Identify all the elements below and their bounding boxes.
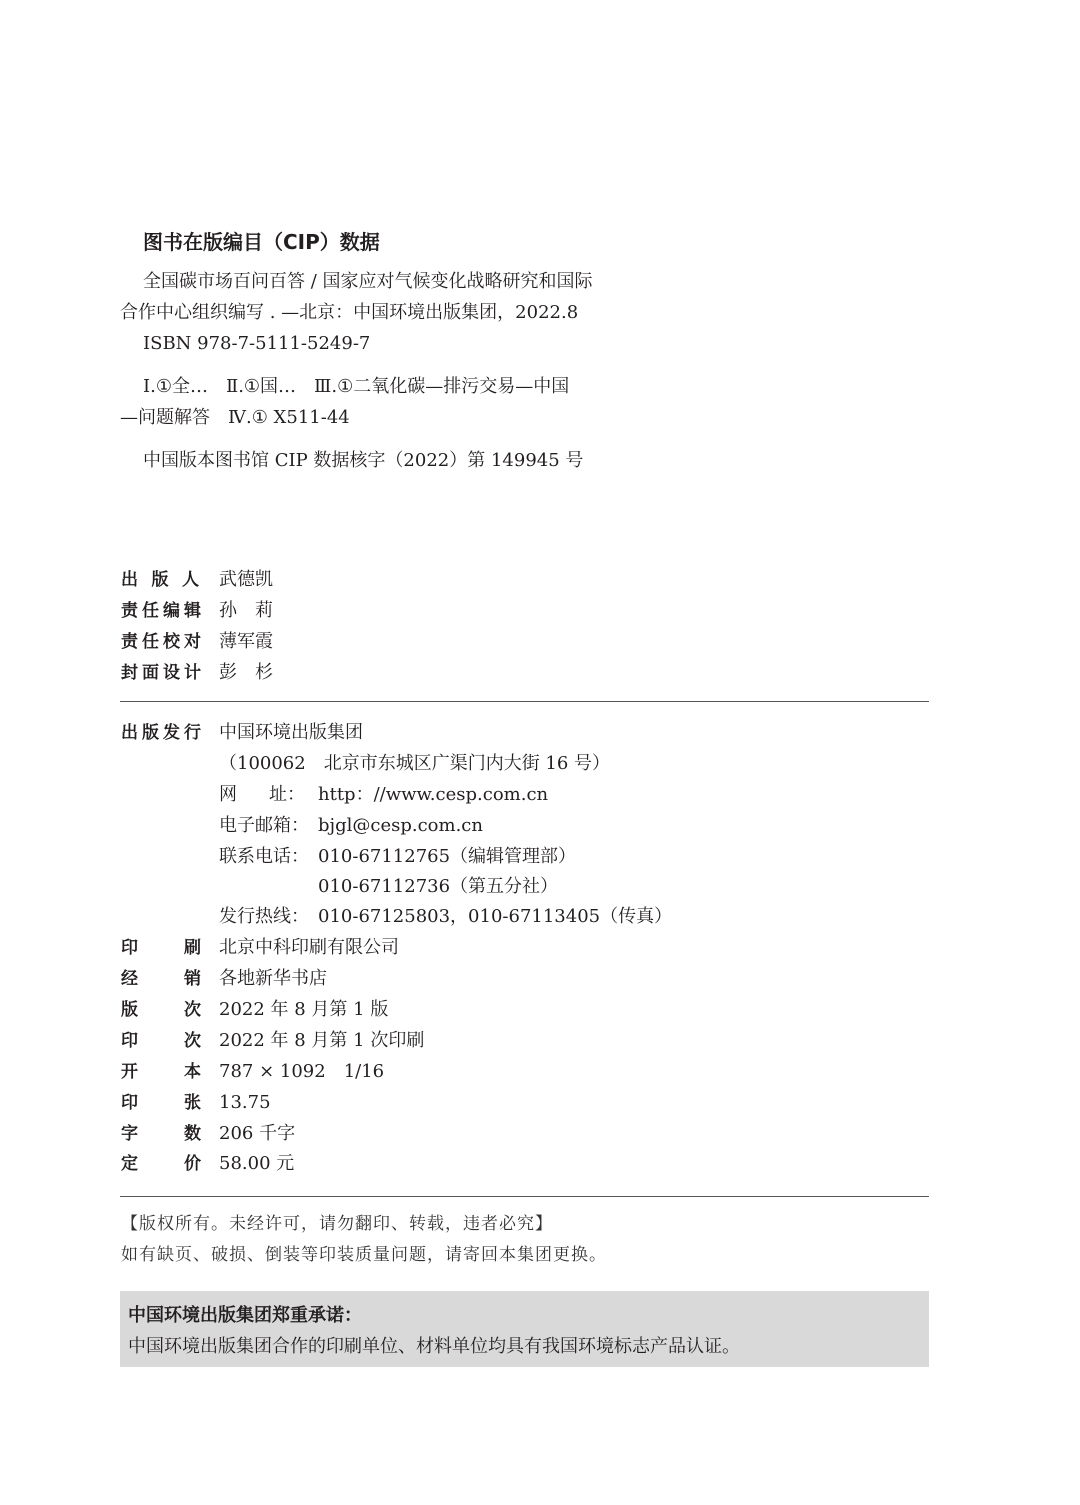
copyright-notice: 【版权所有。未经许可，请勿翻印、转载，违者必究】 <box>121 1214 553 1234</box>
promise-box <box>120 1291 929 1367</box>
staff-value-editor: 孙 莉 <box>219 600 273 621</box>
staff-label-editor: 责 任 编 辑 <box>121 601 201 621</box>
detail-label-format: 开 本 <box>121 1062 201 1082</box>
staff-label-proofreader: 责 任 校 对 <box>121 632 201 652</box>
detail-value-edition: 2022 年 8 月第 1 版 <box>219 999 389 1020</box>
detail-value-sheets: 13.75 <box>219 1092 271 1113</box>
publisher-address: （100062 北京市东城区广渠门内大街 16 号） <box>219 753 611 774</box>
divider-bottom <box>120 1196 929 1197</box>
hotline-label: 发行热线： <box>219 906 309 927</box>
email-label: 电子邮箱： <box>219 815 309 836</box>
detail-value-format: 787 × 1092 1/16 <box>219 1061 385 1082</box>
email-link[interactable]: bjgl@cesp.com.cn <box>318 815 483 836</box>
detail-label-printing: 印 刷 <box>121 938 201 958</box>
cip-line-1: 全国碳市场百问百答 / 国家应对气候变化战略研究和国际 <box>143 271 593 292</box>
cip-verification: 中国版本图书馆 CIP 数据核字（2022）第 149945 号 <box>143 450 584 471</box>
website-link[interactable]: http：//www.cesp.com.cn <box>318 784 549 805</box>
defect-notice: 如有缺页、破损、倒装等印装质量问题，请寄回本集团更换。 <box>121 1245 607 1265</box>
detail-value-distribution: 各地新华书店 <box>219 968 327 989</box>
staff-label-cover-design: 封 面 设 计 <box>121 663 201 683</box>
staff-value-proofreader: 薄军霞 <box>219 631 273 652</box>
publisher-label: 出 版 发 行 <box>121 723 201 743</box>
cip-line-4: Ⅰ.①全… Ⅱ.①国… Ⅲ.①二氧化碳—排污交易—中国 <box>143 376 570 397</box>
detail-value-impression: 2022 年 8 月第 1 次印刷 <box>219 1030 425 1051</box>
phone-1: 010-67112765（编辑管理部） <box>318 846 577 867</box>
detail-value-price: 58.00 元 <box>219 1153 295 1174</box>
hotline-value: 010-67125803，010-67113405（传真） <box>318 906 673 927</box>
phone-label: 联系电话： <box>219 846 309 867</box>
website-label: 网 址： <box>219 784 305 805</box>
detail-label-distribution: 经 销 <box>121 969 201 989</box>
detail-label-word-count: 字 数 <box>121 1124 201 1144</box>
detail-value-word-count: 206 千字 <box>219 1123 296 1144</box>
staff-label-publisher: 出 版 人 <box>121 570 199 590</box>
detail-label-edition: 版 次 <box>121 1000 201 1020</box>
detail-label-impression: 印 次 <box>121 1031 201 1051</box>
divider-top <box>120 701 929 702</box>
cip-isbn: ISBN 978-7-5111-5249-7 <box>143 333 371 354</box>
publisher-name: 中国环境出版集团 <box>219 722 363 743</box>
cip-title: 图书在版编目（CIP）数据 <box>143 230 380 254</box>
detail-label-sheets: 印 张 <box>121 1093 201 1113</box>
staff-value-cover-design: 彭 杉 <box>219 662 273 683</box>
staff-value-publisher: 武德凯 <box>219 569 273 590</box>
cip-line-5: —问题解答 Ⅳ.① X511-44 <box>120 407 350 428</box>
detail-value-printing: 北京中科印刷有限公司 <box>219 937 399 958</box>
cip-line-2: 合作中心组织编写 . —北京：中国环境出版集团，2022.8 <box>120 302 579 323</box>
phone-2: 010-67112736（第五分社） <box>318 876 559 897</box>
promise-text: 中国环境出版集团合作的印刷单位、材料单位均具有我国环境标志产品认证。 <box>128 1336 740 1357</box>
detail-label-price: 定 价 <box>121 1154 201 1174</box>
promise-title: 中国环境出版集团郑重承诺： <box>128 1305 362 1326</box>
